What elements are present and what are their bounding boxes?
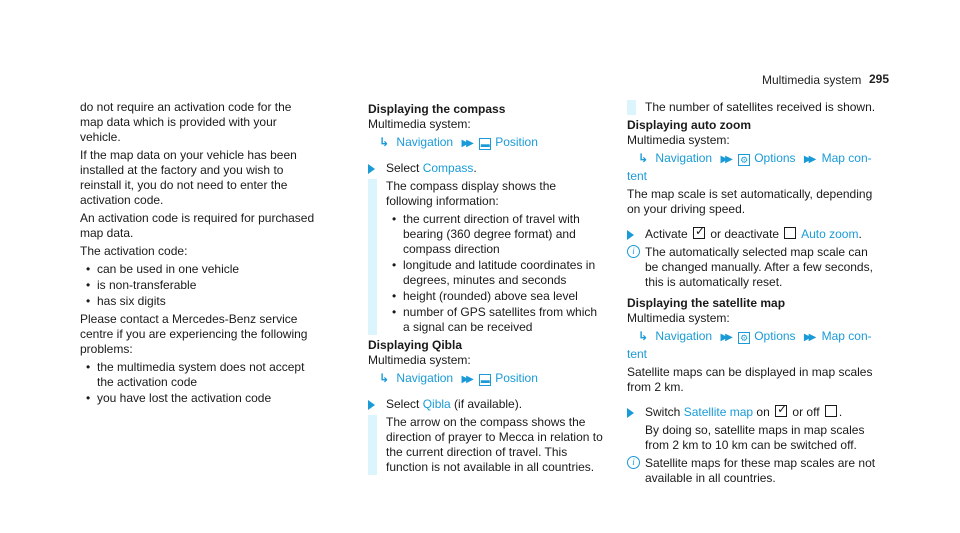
map-content-link: Map con- — [821, 329, 872, 343]
navigation-car-icon: ▬ — [480, 139, 490, 149]
double-chevron-icon: ▶▶ — [720, 154, 730, 165]
navigation-car-icon: ▬ — [480, 375, 490, 385]
list-item: • height (rounded) above sea level — [386, 289, 604, 304]
paragraph: Please contact a Mercedes-Benz service centre if you are experiencing the following problems: — [80, 312, 308, 356]
step-text: (if available). — [450, 397, 523, 411]
step-auto-zoom — [627, 227, 877, 242]
list-item: • the multimedia system does not accept the activation code — [80, 360, 316, 390]
compass-option: Compass — [422, 161, 474, 175]
info-icon: i — [627, 456, 640, 469]
auto-zoom-note — [627, 245, 877, 290]
step-text: or deactivate — [707, 227, 783, 241]
section-heading-qibla: Displaying Qibla — [368, 338, 463, 352]
menu-context: Multimedia system: — [627, 133, 730, 147]
menu-context: Multimedia system: — [368, 117, 471, 131]
action-triangle-icon — [368, 400, 375, 410]
navigation-link: Navigation — [396, 371, 454, 385]
step-text: or off — [789, 405, 823, 419]
position-link: Position — [495, 135, 538, 149]
compass-info-list — [386, 212, 604, 335]
navigation-link: Navigation — [655, 151, 713, 165]
menu-path — [627, 329, 877, 345]
problems-list — [80, 360, 316, 406]
menu-path — [368, 135, 604, 151]
double-chevron-icon: ▶▶ — [461, 138, 471, 149]
action-triangle-icon — [368, 164, 375, 174]
checkbox-empty-icon — [784, 227, 796, 239]
info-icon: i — [627, 245, 640, 258]
list-item: • is non-transferable — [80, 278, 316, 293]
auto-zoom-option: Auto zoom — [801, 227, 859, 241]
action-triangle-icon — [627, 230, 634, 240]
section-heading-autozoom: Displaying auto zoom — [627, 118, 752, 132]
map-content-link: Map con- — [821, 151, 872, 165]
menu-context: Multimedia system: — [368, 353, 471, 367]
return-arrow-icon: ↳ — [379, 371, 390, 385]
list-item: • has six digits — [80, 294, 316, 309]
step-text: . — [858, 227, 862, 241]
checkbox-checked-icon — [775, 405, 787, 417]
options-gear-icon: ⚙ — [740, 333, 749, 343]
step-text: Select — [386, 161, 423, 175]
step-select-qibla — [368, 397, 604, 412]
section-heading-compass: Displaying the compass — [368, 102, 506, 116]
map-content-link-cont: tent — [627, 169, 648, 183]
options-link: Options — [754, 151, 796, 165]
position-link: Position — [495, 371, 538, 385]
note-text: The automatically selected map scale can be changed manually. After a few seconds, this is automatically reset. — [645, 245, 873, 289]
qibla-option: Qibla — [422, 397, 451, 411]
list-item: • you have lost the activation code — [80, 391, 316, 406]
paragraph: Satellite maps can be displayed in map scales from 2 km. — [627, 365, 873, 394]
paragraph: An activation code is required for purchased map data. — [80, 211, 315, 240]
step-text: Switch — [645, 405, 684, 419]
step-text: Select — [386, 397, 423, 411]
checkbox-empty-icon — [825, 405, 837, 417]
step-text: . — [473, 161, 477, 175]
column-1 — [80, 100, 316, 409]
step-satellite-map — [627, 405, 877, 420]
step-select-compass — [368, 161, 604, 176]
list-item: • can be used in one vehicle — [80, 262, 316, 277]
page-number: 295 — [869, 72, 890, 86]
map-content-link-cont: tent — [627, 347, 648, 361]
paragraph: If the map data on your vehicle has been installed at the factory and you wish to reinstall it, you do not need to enter the activation code. — [80, 148, 297, 207]
options-gear-icon: ⚙ — [740, 155, 749, 165]
double-chevron-icon: ▶▶ — [461, 374, 471, 385]
note-text: Satellite maps for these map scales are not available in all countries. — [645, 456, 876, 485]
step-text: on — [753, 405, 774, 419]
navigation-link: Navigation — [396, 135, 454, 149]
list-item: • the current direction of travel with bearing (360 degree format) and compass direction — [386, 212, 604, 257]
step-text: . — [838, 405, 843, 419]
paragraph: do not require an activation code for the map data which is provided with your vehicle. — [80, 100, 292, 144]
paragraph: The map scale is set automatically, depending on your driving speed. — [627, 187, 873, 216]
satellite-map-option: Satellite map — [683, 405, 754, 419]
list-item: • longitude and latitude coordinates in degrees, minutes and seconds — [386, 258, 604, 288]
checkbox-checked-icon — [693, 227, 705, 239]
options-link: Options — [754, 329, 796, 343]
paragraph: By doing so, satellite maps in map scales from 2 km to 10 km can be switched off. — [645, 423, 865, 452]
paragraph: The activation code: — [80, 244, 188, 258]
list-item: • number of GPS satellites from which a signal can be received — [386, 305, 604, 335]
navigation-link: Navigation — [655, 329, 713, 343]
return-arrow-icon: ↳ — [638, 151, 649, 165]
double-chevron-icon: ▶▶ — [803, 154, 814, 165]
paragraph: The compass display shows the following information: — [386, 179, 557, 208]
return-arrow-icon: ↳ — [638, 329, 649, 343]
action-triangle-icon — [627, 408, 634, 418]
menu-context: Multimedia system: — [627, 311, 730, 325]
column-2 — [368, 100, 604, 478]
step-text: Activate — [645, 227, 692, 241]
paragraph: The number of satellites received is shown. — [645, 100, 876, 114]
menu-path — [627, 151, 877, 167]
activation-code-list — [80, 262, 316, 309]
satellite-count-block — [627, 100, 877, 115]
double-chevron-icon: ▶▶ — [803, 332, 814, 343]
qibla-info-block — [368, 415, 604, 475]
section-heading-satellite: Displaying the satellite map — [627, 296, 786, 310]
column-3 — [627, 100, 877, 492]
compass-info-block — [368, 179, 604, 335]
menu-path — [368, 371, 604, 387]
satellite-map-note — [627, 456, 877, 486]
return-arrow-icon: ↳ — [379, 135, 390, 149]
running-header: Multimedia system — [762, 73, 862, 87]
paragraph: The arrow on the compass shows the direction of prayer to Mecca in relation to the current direction of travel. This function is not available in all countries. — [386, 415, 603, 474]
double-chevron-icon: ▶▶ — [720, 332, 730, 343]
